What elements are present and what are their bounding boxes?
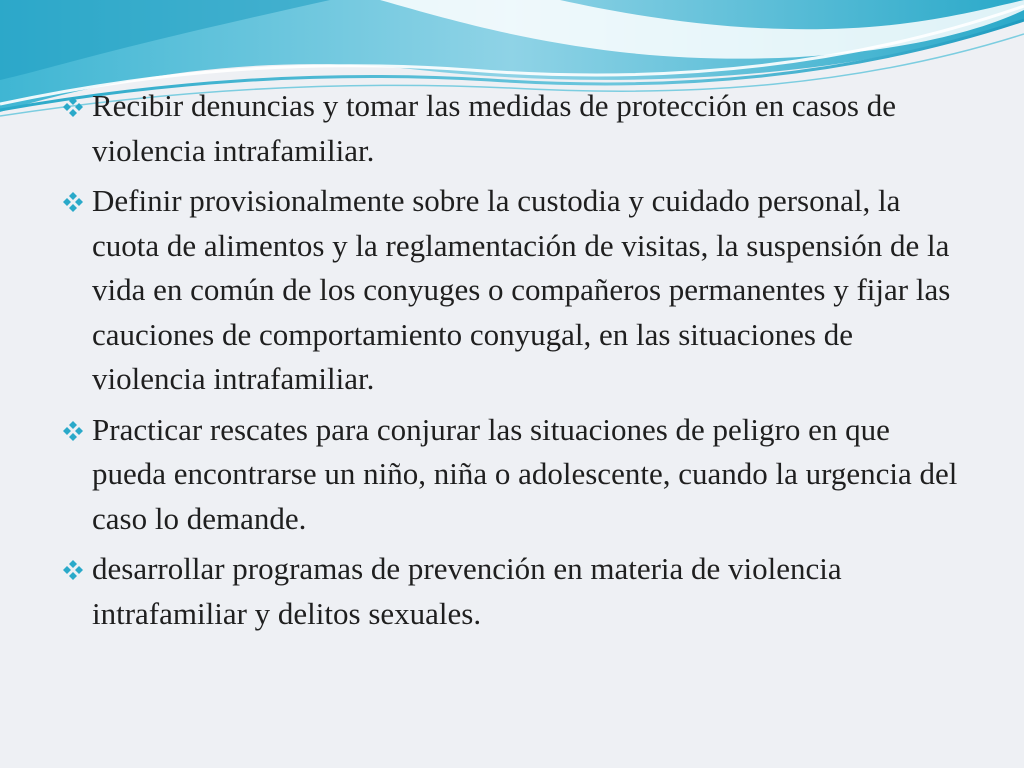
four-diamond-bullet-icon xyxy=(62,96,84,118)
bullet-list xyxy=(62,84,962,636)
four-diamond-bullet-icon xyxy=(62,559,84,581)
bullet-item xyxy=(62,179,962,402)
four-diamond-bullet-icon xyxy=(62,191,84,213)
content-area xyxy=(62,84,962,642)
bullet-text: desarrollar programas de prevención en materia de violencia intrafamiliar y delitos sexuales. xyxy=(92,551,842,631)
bullet-text: Definir provisionalmente sobre la custodia y cuidado personal, la cuota de alimentos y la reglamentación de visitas, la suspensión de la vida en común de los conyuges o compañeros permanentes y fijar las cauciones de comportamiento conyugal, en las situaciones de violencia intrafamiliar. xyxy=(92,183,951,396)
four-diamond-bullet-icon xyxy=(62,420,84,442)
bullet-text: Practicar rescates para conjurar las situaciones de peligro en que pueda encontrarse un niño, niña o adolescente, cuando la urgencia del caso lo demande. xyxy=(92,411,958,536)
bullet-text: Recibir denuncias y tomar las medidas de protección en casos de violencia intrafamiliar. xyxy=(92,88,897,168)
bullet-item xyxy=(62,408,962,542)
bullet-item xyxy=(62,84,962,173)
bullet-item xyxy=(62,547,962,636)
